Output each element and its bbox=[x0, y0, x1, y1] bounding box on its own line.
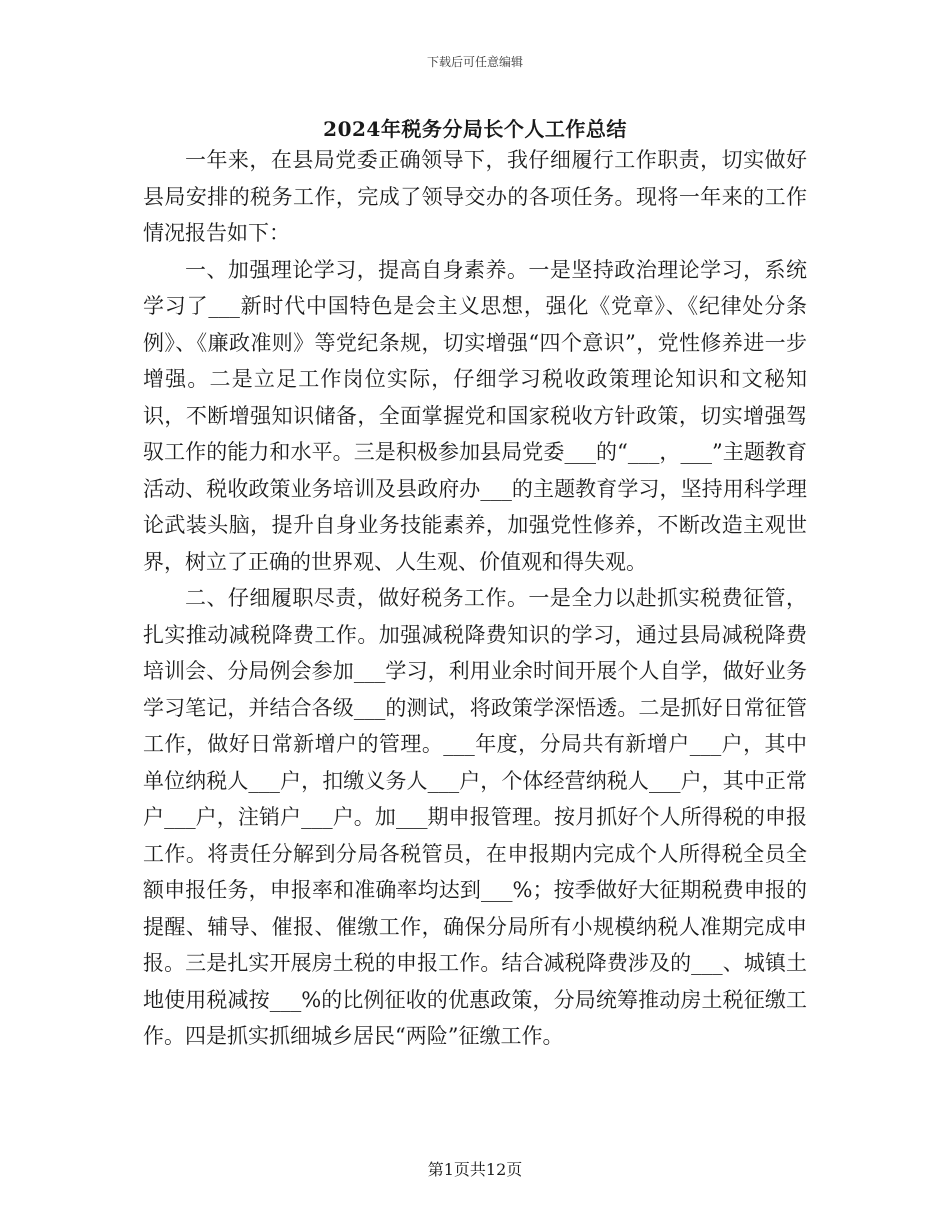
paragraph-theory-study: 一、加强理论学习，提高自身素养。一是坚持政治理论学习，系统学习了___新时代中国特色是会主义思想，强化《党章》、《纪律处分条例》、《廉政准则》等党纪条规，切实增强“四个意识”，党性修养进一步增强。二是立足工作岗位实际，仔细学习税收政策理论知识和文秘知识，不断增强知识储备，全面掌握党和国家税收方针政策，切实增强驾驭工作的能力和水平。三是积极参加县局党委___的“___，___”主题教育活动、税收政策业务培训及县政府办___的主题教育学习，坚持用科学理论武装头脑，提升自身业务技能素养，加强党性修养，不断改造主观世界，树立了正确的世界观、人生观、价值观和得失观。 bbox=[143, 257, 807, 574]
paragraph-tax-work: 二、仔细履职尽责，做好税务工作。一是全力以赴抓实税费征管，扎实推动减税降费工作。加强减税降费知识的学习，通过县局减税降费培训会、分局例会参加___学习，利用业余时间开展个人自学，做好业务学习笔记，并结合各级___的测试，将政策学深悟透。二是抓好日常征管工作，做好日常新增户的管理。___年度，分局共有新增户___户，其中单位纳税人___户，扣缴义务人___户，个体经营纳税人___户，其中正常户___户，注销户___户。加___期申报管理。按月抓好个人所得税的申报工作。将责任分解到分局各税管员，在申报期内完成个人所得税全员全额申报任务，申报率和准确率均达到___%；按季做好大征期税费申报的提醒、辅导、催报、催缴工作，确保分局所有小规模纳税人准期完成申报。三是扎实开展房土税的申报工作。结合减税降费涉及的___、城镇土地使用税减按___%的比例征收的优惠政策，分局统筹推动房土税征缴工作。四是抓实抓细城乡居民“两险”征缴工作。 bbox=[143, 586, 807, 1048]
page-number: 第1页共12页 bbox=[427, 1160, 523, 1179]
document-title: 2024年税务分局长个人工作总结 bbox=[323, 117, 627, 141]
header-note: 下载后可任意编辑 bbox=[426, 55, 523, 69]
paragraph-intro: 一年来，在县局党委正确领导下，我仔细履行工作职责，切实做好县局安排的税务工作，完成了领导交办的各项任务。现将一年来的工作情况报告如下： bbox=[143, 148, 807, 245]
document-body bbox=[143, 142, 807, 1055]
